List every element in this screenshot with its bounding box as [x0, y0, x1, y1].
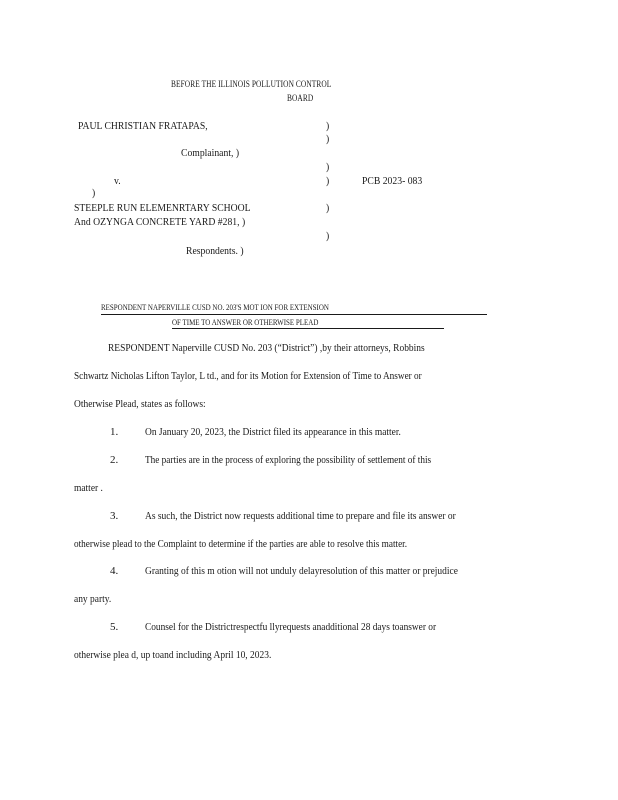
respondent-name-line1: STEEPLE RUN ELEMENRTARY SCHOOL: [74, 202, 251, 214]
paragraph-4-line1: Granting of this m otion will not unduly delayresolution of this matter or prejudice: [145, 565, 458, 577]
caption-paren: ): [326, 202, 330, 214]
caption-paren: ): [326, 161, 330, 173]
paragraph-number: 5.: [110, 621, 119, 633]
complainant-name: PAUL CHRISTIAN FRATAPAS,: [78, 120, 208, 132]
paragraph-number: 2.: [110, 454, 119, 466]
caption-paren: ): [326, 175, 330, 187]
complainant-role: Complainant, ): [181, 147, 240, 159]
board-heading-line1: BEFORE THE ILLINOIS POLLUTION CONTROL: [171, 79, 332, 89]
paragraph-5-line2: otherwise plea d, up toand including April 10, 2023.: [74, 649, 272, 661]
motion-title-line2: OF TIME TO ANSWER OR OTHERWISE PLEAD: [172, 317, 319, 327]
board-heading-line2: BOARD: [287, 93, 314, 103]
caption-paren: ): [326, 120, 330, 132]
paragraph-1-line1: On January 20, 2023, the District filed its appearance in this matter.: [145, 426, 401, 438]
respondent-name-line2: And OZYNGA CONCRETE YARD #281, ): [74, 216, 246, 228]
caption-paren: ): [92, 187, 96, 199]
paragraph-3-line2: otherwise plead to the Complaint to determine if the parties are able to resolve this matter.: [74, 538, 408, 550]
caption-paren: ): [326, 230, 330, 242]
paragraph-2-line1: The parties are in the process of exploring the possibility of settlement of this: [145, 454, 432, 466]
paragraph-2-line2: matter .: [74, 482, 103, 494]
intro-line1: RESPONDENT Naperville CUSD No. 203 (“District”) ,by their attorneys, Robbins: [108, 342, 425, 354]
motion-title-underline: [172, 328, 444, 329]
motion-title-underline: [101, 314, 487, 315]
versus-label: v.: [114, 175, 121, 187]
paragraph-3-line1: As such, the District now requests additional time to prepare and file its answer or: [145, 510, 456, 522]
paragraph-number: 4.: [110, 565, 119, 577]
case-number: PCB 2023- 083: [362, 175, 423, 187]
respondent-role: Respondents. ): [186, 245, 244, 257]
paragraph-number: 1.: [110, 426, 119, 438]
intro-line3: Otherwise Plead, states as follows:: [74, 398, 206, 410]
intro-line2: Schwartz Nicholas Lifton Taylor, L td., and for its Motion for Extension of Time to Answer or: [74, 370, 422, 382]
paragraph-5-line1: Counsel for the Districtrespectfu llyrequests anadditional 28 days toanswer or: [145, 621, 437, 633]
paragraph-number: 3.: [110, 510, 119, 522]
motion-title-line1: RESPONDENT NAPERVILLE CUSD NO. 203'S MOT ION FOR EXTENSION: [101, 302, 329, 312]
paragraph-4-line2: any party.: [74, 593, 112, 605]
caption-paren: ): [326, 133, 330, 145]
